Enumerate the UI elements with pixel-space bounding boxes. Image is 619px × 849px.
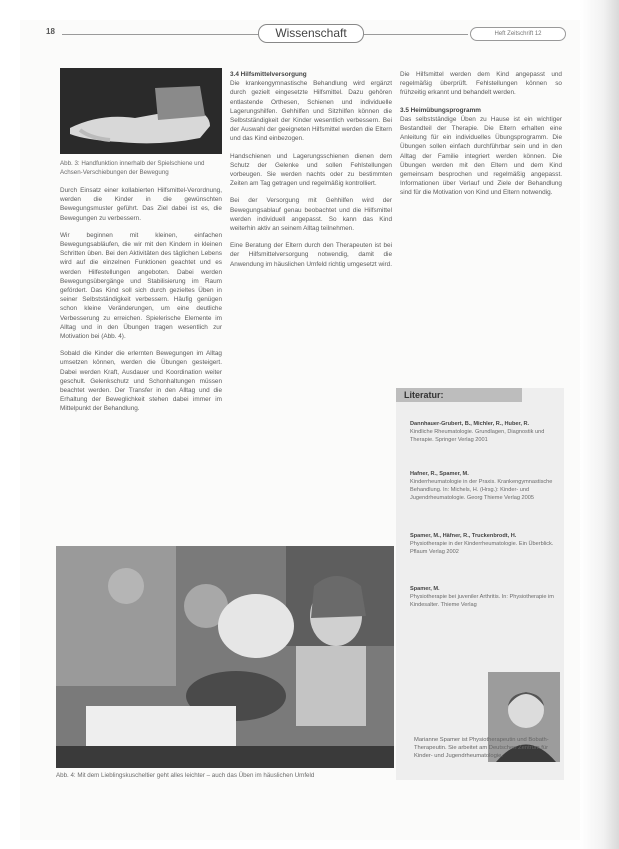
right-paragraph-2: Das selbstständige Üben zu Hause ist ein wichtiger Bestandteil der Therapie. Die Eltern erhalten eine Anleitung für ein individuelles Übungsprogramm. Die Übungen sollen einfach durchführbar sein und in den Alltag der Familie integriert werden können. Die Übungen werden mit den Eltern und dem Kind gemeinsam besprochen und regelmäßig angepasst. Informationen über Verlauf und Ziele der Behandlung sind für die Motivation von Kind und Eltern notwendig.: [400, 115, 562, 197]
header-rule-left: [62, 34, 258, 35]
literature-entry: [410, 420, 560, 444]
heading-hilfsmittel: 3.4 Hilfsmittelversorgung: [230, 71, 307, 78]
literature-text: Kindliche Rheumatologie. Grundlagen, Diagnostik und Therapie. Springer Verlag 2001: [410, 429, 545, 443]
page-number: 18: [46, 27, 55, 36]
literature-authors: Hafner, R., Spamer, M.: [410, 471, 469, 477]
left-column: [60, 186, 222, 422]
left-paragraph-2: Wir beginnen mit kleinen, einfachen Bewegungsabläufen, die wir mit den Kindern in kleinen Schritten üben. Bei den Aktivitäten des täglichen Lebens wird auf die einzelnen Funktionen geachtet und es werden Hilfestellungen angeboten. Dabei werden Bewegungsübergänge und Stabilisierung im Raum gefördert. Das Kind soll sich durch gezieltes Üben in seiner Selbstständigkeit verbessern. Häufig genügen schon kleine Veränderungen, um eine deutliche Verbesserung zu erreichen. Spielerische Elemente im Alltag und in den Übungen tragen wesentlich zur Motivation bei (Abb. 4).: [60, 231, 222, 341]
section-title: Wissenschaft: [258, 24, 364, 43]
literature-text: Kinderrheumatologie in der Praxis. Krankengymnastische Behandlung. In: Michels, H. (Hrsg.): Kinder- und Jugendrheumatologie. Georg Thieme Verlag 2005: [410, 479, 553, 501]
middle-paragraph-3: Bei der Versorgung mit Gehhilfen wird der Bewegungsablauf genau beobachtet und die Hilfsmittel werden individuell angepasst. So kann das Kind weiterhin aktiv an seinem Alltag teilnehmen.: [230, 197, 392, 233]
literature-authors: Spamer, M.: [410, 586, 440, 592]
hand-splint-image: [60, 68, 222, 154]
photo-child-teddy: [56, 546, 394, 768]
literature-authors: Spamer, M., Häfner, R., Truckenbrodt, H.: [410, 533, 517, 539]
middle-column: [230, 70, 392, 277]
child-teddy-image: [56, 546, 394, 768]
right-paragraph-1: Die Hilfsmittel werden dem Kind angepasst und regelmäßig überprüft. Fehlstellungen können so frühzeitig erkannt und behandelt werden.: [400, 71, 562, 97]
caption-photo1: Abb. 3: Handfunktion innerhalb der Spielschiene und Achsen-Verschiebungen der Bewegung: [60, 160, 205, 176]
middle-paragraph-2: Handschienen und Lagerungsschienen dienen dem Schutz der Gelenke und sollen Fehlstellungen vorbeugen. Sie werden nachts oder zu bestimmten Zeiten am Tag getragen und regelmäßig kontrolliert.: [230, 152, 392, 188]
left-paragraph-3: Sobald die Kinder die erlernten Bewegungen im Alltag umsetzen können, werden die Übungen gesteigert. Dabei werden Kraft, Ausdauer und Koordination weiter geschult. Gelenkschutz und Schonhaltungen müssen beachtet werden. Der Transfer in den Alltag und die Erhaltung der Beweglichkeit stehen dabei immer im Mittelpunkt der Behandlung.: [60, 350, 222, 413]
left-paragraph-1: Durch Einsatz einer kollabierten Hilfsmittel-Verordnung, werden die Kinder in die gewünschten Bewegungsmuster geführt. Das Ziel dabei ist es, die Bewegungen zu verbessern.: [60, 187, 222, 222]
photo-hand-splint: [60, 68, 222, 154]
page-header: [46, 24, 566, 44]
header-rule-right: [364, 34, 468, 35]
journal-name: Heft Zeitschrift 12: [470, 27, 566, 41]
middle-paragraph-4: Eine Beratung der Eltern durch den Therapeuten ist bei der Hilfsmittelversorgung notwendig, damit die Anwendung im häuslichen Umfeld richtig umgesetzt wird.: [230, 242, 392, 268]
literature-entry: [410, 585, 560, 609]
heading-heimuebung: 3.5 Heimübungsprogramm: [400, 106, 481, 114]
literature-text: Physiotherapie in der Kinderrheumatologie. Ein Überblick. Pflaum Verlag 2002: [410, 541, 554, 555]
literature-text: Physiotherapie bei juveniler Arthritis. In: Physiotherapie im Kindesalter. Thieme Verlag: [410, 594, 554, 608]
page-edge-shadow: [580, 0, 619, 849]
right-column: [400, 70, 562, 206]
literature-heading: Literatur:: [396, 388, 522, 402]
caption-photo2: Abb. 4: Mit dem Lieblingskuscheltier geht alles leichter – auch das Üben im häuslichen Umfeld: [56, 772, 315, 779]
literature-entry: [410, 532, 560, 556]
literature-entry: [410, 470, 560, 502]
literature-authors: Dannhauer-Grubert, B., Michler, R., Huber, R.: [410, 421, 530, 427]
middle-paragraph-1: Die krankengymnastische Behandlung wird ergänzt durch gezielt eingesetzte Hilfsmittel. Dazu gehören entlastende Orthesen, Schienen und individuelle Lagerungshilfen. Gehhilfen und Sitzhilfen können die Selbstständigkeit der Kinder wesentlich verbessern. Bei der Auswahl der geeigneten Hilfsmittel werden die Eltern und das Kind einbezogen.: [230, 80, 392, 143]
author-caption: Marianne Spamer ist Physiotherapeutin und Bobath-Therapeutin. Sie arbeitet am Deutschen Zentrum für Kinder- und Jugendrheumatologie.: [414, 737, 549, 759]
